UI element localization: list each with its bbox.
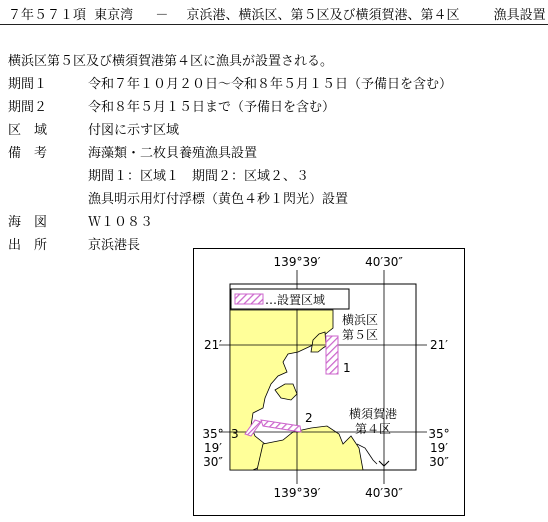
summary-text: 横浜区第５区及び横須賀港第４区に漁具が設置される。 [8,54,334,69]
label-yokohama-line1: 横浜区 [342,313,379,327]
item-number: ７年５７１項 [8,8,87,23]
area-1 [326,336,338,374]
lon-label-west-top: 139°39′ [273,255,321,269]
header-divider [0,24,548,25]
location-name: 京浜港、横浜区、第５区及び横須賀港、第４区 [186,8,460,23]
lat-label-south-left-deg: 35° [202,427,224,441]
row-label-area: 区 域 [8,123,48,138]
lat-label-south-left-sec: 30″ [203,455,223,469]
row-value-chart: Ｗ１０８３ [88,215,154,230]
row-value-area: 付図に示す区域 [88,123,180,138]
lat-label-south-right-sec: 30″ [429,455,449,469]
lat-label-north-right: 21′ [430,338,448,352]
row-label-period2: 期間２ [8,100,48,115]
row-value-remarks: 海藻類・二枚貝養殖漁具設置 [88,146,258,161]
label-yokosuka-line1: 横須賀港 [349,407,398,421]
row-value-period2: 令和８年５月１５日まで（予備日を含む） [88,100,336,115]
legend-label: …設置区域 [265,293,326,307]
row-label-chart: 海 図 [8,215,48,230]
row-value-period1: 令和７年１０月２０日～令和８年５月１５日（予備日を含む） [88,77,453,92]
region-name: 東京湾 [94,8,134,23]
title-dash: － [155,8,169,23]
label-yokosuka-line2: 第４区 [355,422,392,436]
lon-label-west-bottom: 139°39′ [273,486,321,500]
lon-label-east-top: 40′30″ [365,255,403,269]
notice-title [8,4,546,23]
row-label-remarks: 備 考 [8,146,48,161]
area-2-label: 2 [305,411,313,425]
row-value-source: 京浜港長 [88,238,141,253]
notice-subject: 漁具設置 [493,8,546,23]
lon-label-east-bottom: 40′30″ [365,486,403,500]
area-3-label: 3 [231,427,239,441]
label-yokohama-line2: 第５区 [342,328,379,342]
row-value-remarks-buoy: 漁具明示用灯付浮標（黄色４秒１閃光）設置 [88,192,349,207]
row-label-source: 出 所 [8,238,48,253]
lat-label-south-right-deg: 35° [428,427,450,441]
area-1-label: 1 [343,361,351,375]
row-label-period1: 期間１ [8,77,48,92]
area-map [193,248,465,516]
legend-swatch [235,294,263,304]
lat-label-south-left-min: 19′ [204,441,222,455]
lat-label-south-right-min: 19′ [430,441,448,455]
row-value-remarks-periods: 期間１：区域１ 期間２：区域２、３ [88,169,310,184]
lat-label-north-left: 21′ [204,338,222,352]
